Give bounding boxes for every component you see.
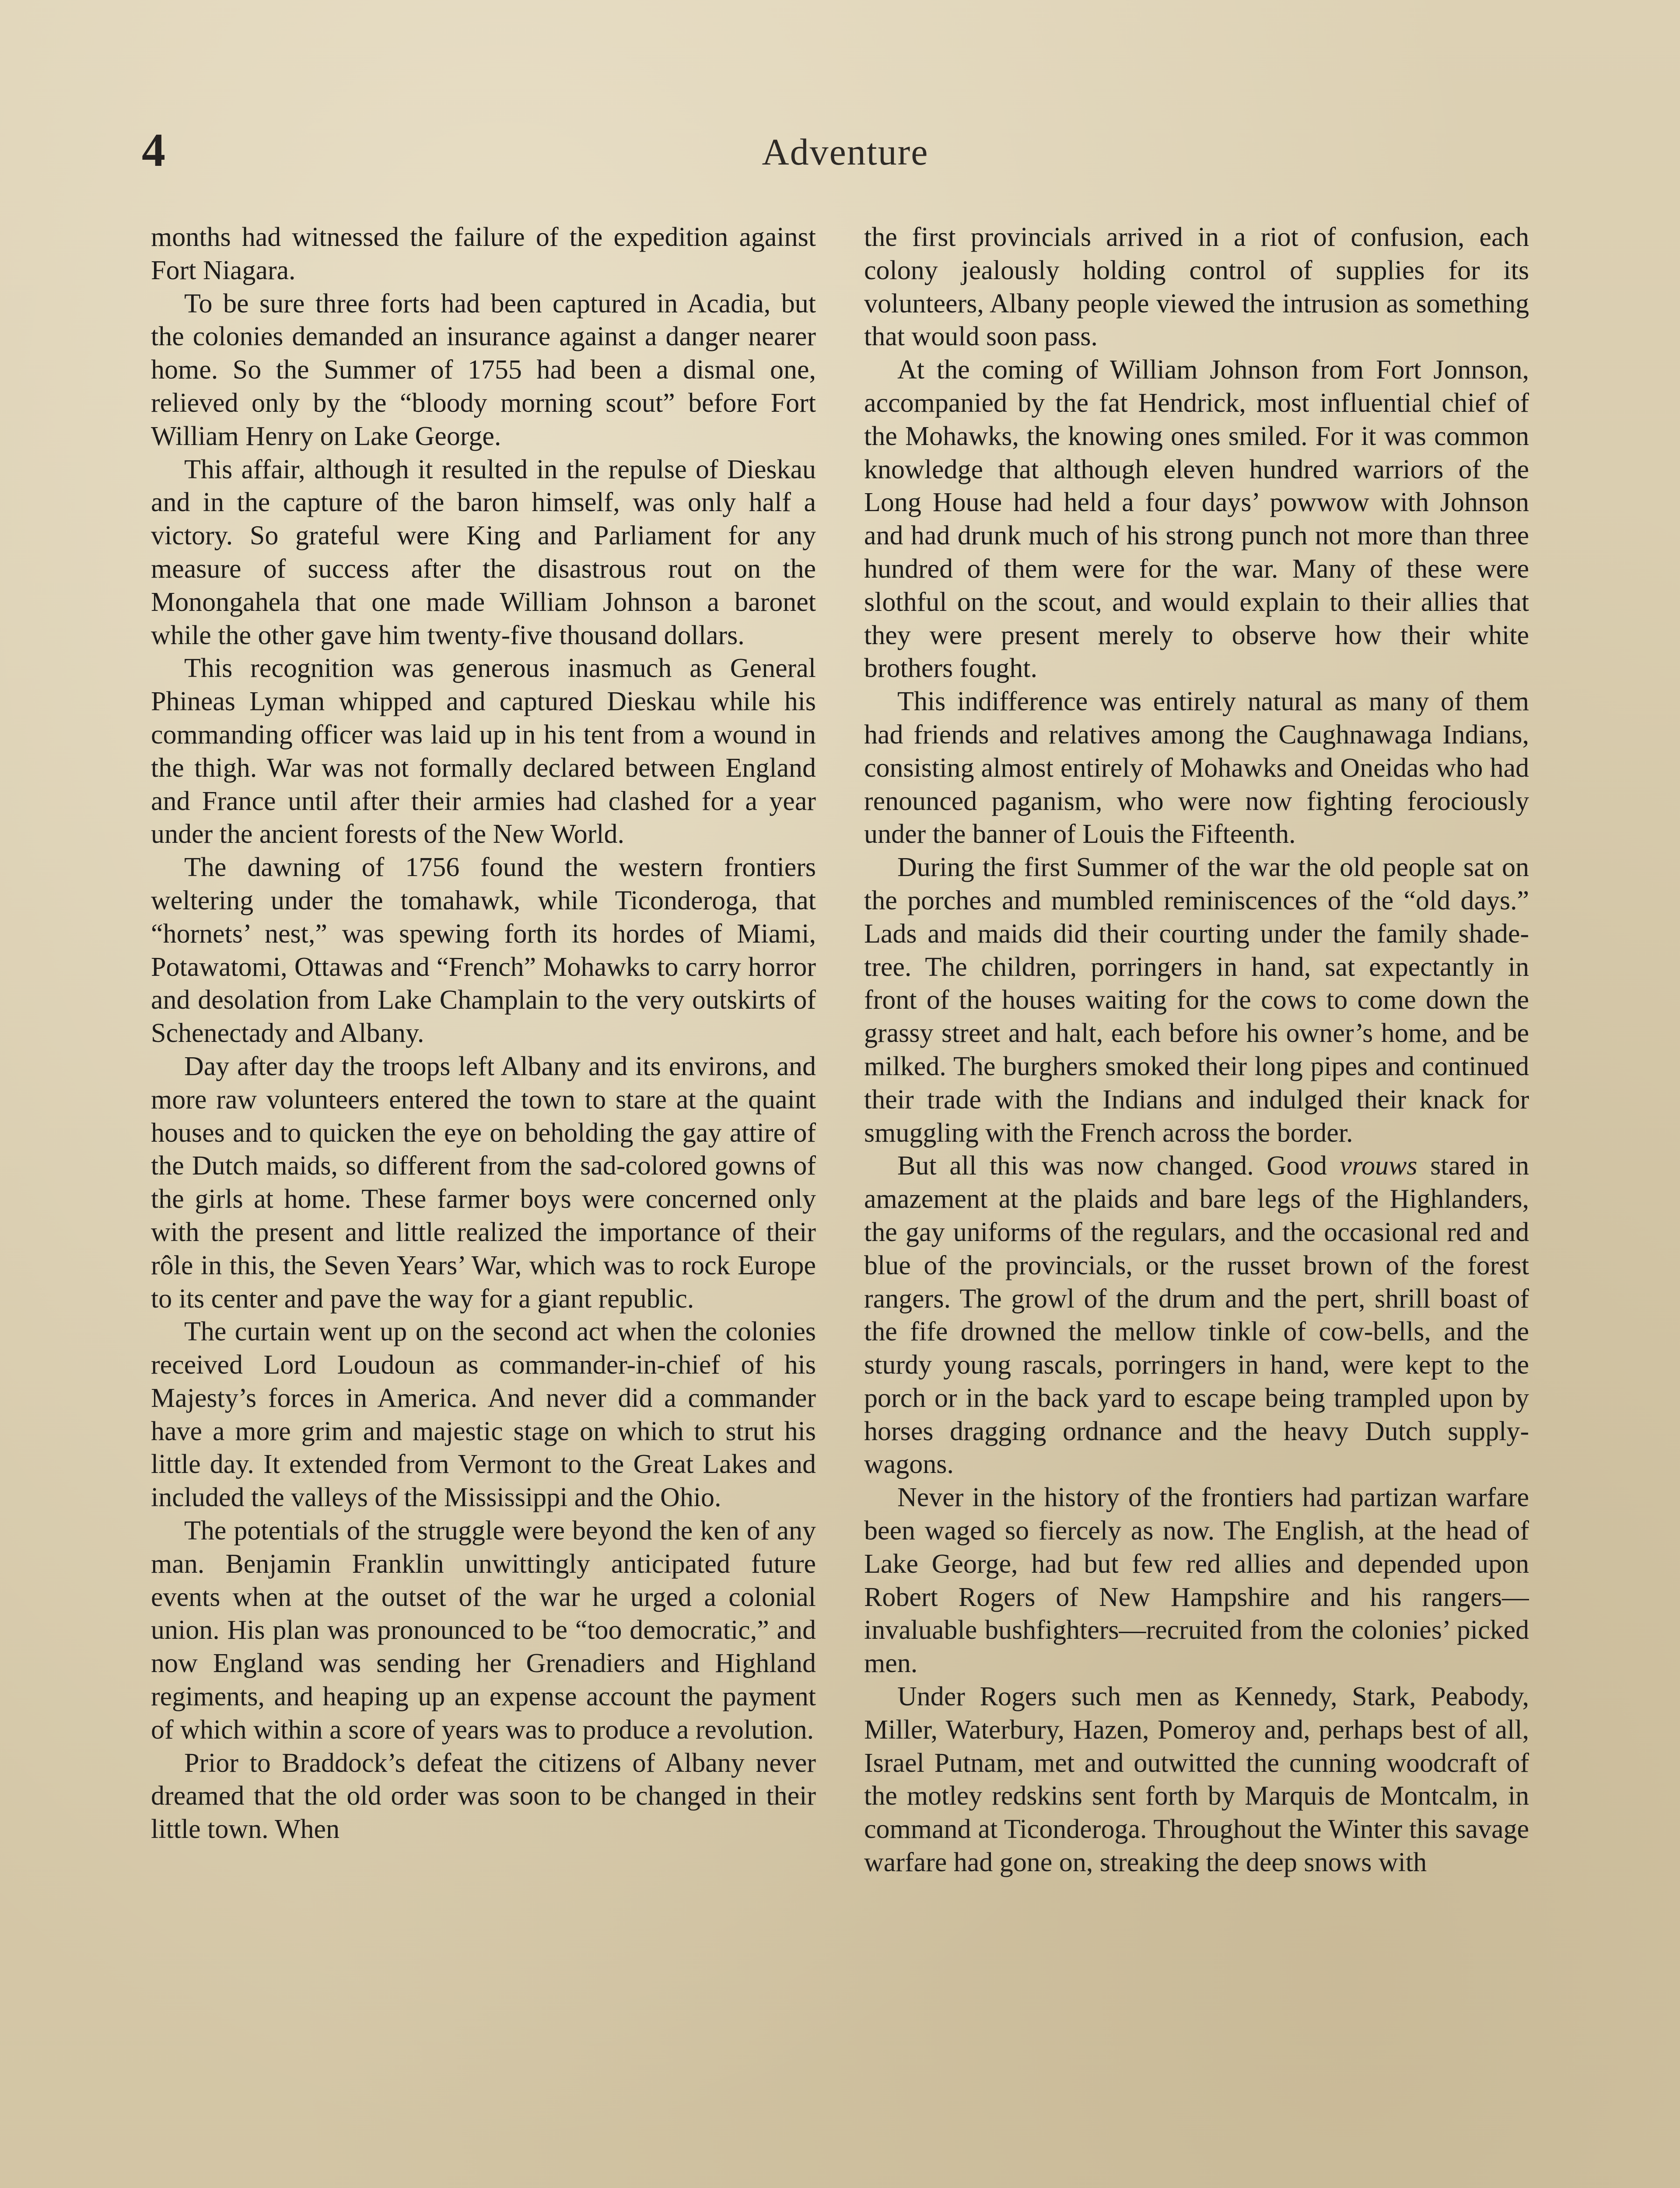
paragraph: the first provincials arrived in a riot of confusion, each colony jealously holding control of supplies for its volunteers, Albany people viewed the intrusion as something that would soon pass. <box>864 222 1529 352</box>
paragraph: The dawning of 1756 found the western frontiers weltering under the tomahawk, while Ticonderoga, that “hornets’ nest,” was spewing forth its hordes of Miami, Potawatomi, Ottawas and “French” Mohawks to carry horror and desolation from Lake Champlain to the very outskirts of Schenectady and Albany. <box>151 852 816 1048</box>
paragraph: months had witnessed the failure of the expedition against Fort Niagara. <box>151 222 816 285</box>
italic-word: vrouws <box>1340 1151 1418 1181</box>
paragraph: This recognition was generous inasmuch as General Phineas Lyman whipped and captured Dieskau while his commanding officer was laid up in his tent from a wound in the thigh. War was not formally declared between England and France until after their armies had clashed for a year under the ancient forests of the New World. <box>151 653 816 849</box>
paragraph: Under Rogers such men as Kennedy, Stark, Peabody, Miller, Waterbury, Hazen, Pomeroy and, perhaps best of all, Israel Putnam, met and outwitted the cunning woodcraft of the motley redskins sent forth by Marquis de Montcalm, in command at Ticonderoga. Throughout the Winter this savage warfare had gone on, streaking the deep snows with <box>864 1682 1529 1878</box>
paragraph: The potentials of the struggle were beyond the ken of any man. Benjamin Franklin unwittingly anticipated future events when at the outset of the war he urged a colonial union. His plan was pronounced to be “too democratic,” and now England was sending her Grenadiers and Highland regiments, and heaping up an expense account the payment of which within a score of years was to produce a revolution. <box>151 1516 816 1745</box>
paragraph: This indifference was entirely natural as many of them had friends and relatives among the Caughnawaga Indians, consisting almost entirely of Mohawks and Oneidas who had renounced paganism, who were now fighting ferociously under the banner of Louis the Fifteenth. <box>864 687 1529 849</box>
paragraph <box>864 1150 1529 1481</box>
page-number: 4 <box>142 124 165 176</box>
paragraph: During the first Summer of the war the old people sat on the porches and mumbled reminiscences of the “old days.” Lads and maids did their courting under the family shade-tree. The children, porringers in hand, sat expectantly in front of the houses waiting for the cows to come down the grassy street and halt, each before his owner’s home, and be milked. The burghers smoked their long pipes and continued their trade with the Indians and indulged their knack for smuggling with the French across the border. <box>864 852 1529 1148</box>
paragraph: At the coming of William Johnson from Fort Jonnson, accompanied by the fat Hendrick, most influential chief of the Mohawks, the knowing ones smiled. For it was common knowledge that although eleven hundred warriors of the Long House had held a four days’ powwow with Johnson and had drunk much of his strong punch not more than three hundred of them were for the war. Many of these were slothful on the scout, and would explain to their allies that they were present merely to observe how their white brothers fought. <box>864 355 1529 684</box>
paragraph: Prior to Braddock’s defeat the citizens of Albany never dreamed that the old order was soon to be changed in their little town. When <box>151 1748 816 1844</box>
paragraph-text: But all this was now changed. Good <box>897 1151 1340 1181</box>
paragraph: To be sure three forts had been captured in Acadia, but the colonies demanded an insurance against a danger nearer home. So the Summer of 1755 had been a dismal one, relieved only by the “bloody morning scout” before Fort William Henry on Lake George. <box>151 288 816 451</box>
article-body <box>151 221 1529 2188</box>
page-header <box>142 124 1549 188</box>
right-column <box>864 221 1529 2188</box>
left-column <box>151 221 816 2188</box>
paragraph: The curtain went up on the second act when the colonies received Lord Loudoun as commander-in-chief of his Majesty’s forces in America. And never did a commander have a more grim and majestic stage on which to strut his little day. It extended from Vermont to the Great Lakes and included the valleys of the Mississippi and the Ohio. <box>151 1317 816 1513</box>
paragraph: Day after day the troops left Albany and its environs, and more raw volunteers entered the town to stare at the quaint houses and to quicken the eye on beholding the gay attire of the Dutch maids, so different from the sad-colored gowns of the girls at home. These farmer boys were concerned only with the present and little realized the importance of their rôle in this, the Seven Years’ War, which was to rock Europe to its center and pave the way for a giant republic. <box>151 1051 816 1314</box>
paragraph-text: stared in amazement at the plaids and bare legs of the Highlanders, the gay uniforms of the regulars, and the occasional red and blue of the provincials, or the russet brown of the forest rangers. The growl of the drum and the pert, shrill boast of the fife drowned the mellow tinkle of cow-bells, and the sturdy young rascals, porringers in hand, were kept to the porch or in the back yard to escape being trampled upon by horses dragging ordnance and the heavy Dutch supply-wagons. <box>864 1151 1529 1480</box>
running-head: Adventure <box>762 131 929 173</box>
paragraph: This affair, although it resulted in the repulse of Dieskau and in the capture of the baron himself, was only half a victory. So grateful were King and Parliament for any measure of success after the disastrous rout on the Monongahela that one made William Johnson a baronet while the other gave him twenty-five thousand dollars. <box>151 454 816 650</box>
paragraph: Never in the history of the frontiers had partizan warfare been waged so fiercely as now. The English, at the head of Lake George, had but few red allies and depended upon Robert Rogers of New Hampshire and his rangers—invaluable bushfighters—recruited from the colonies’ picked men. <box>864 1483 1529 1679</box>
